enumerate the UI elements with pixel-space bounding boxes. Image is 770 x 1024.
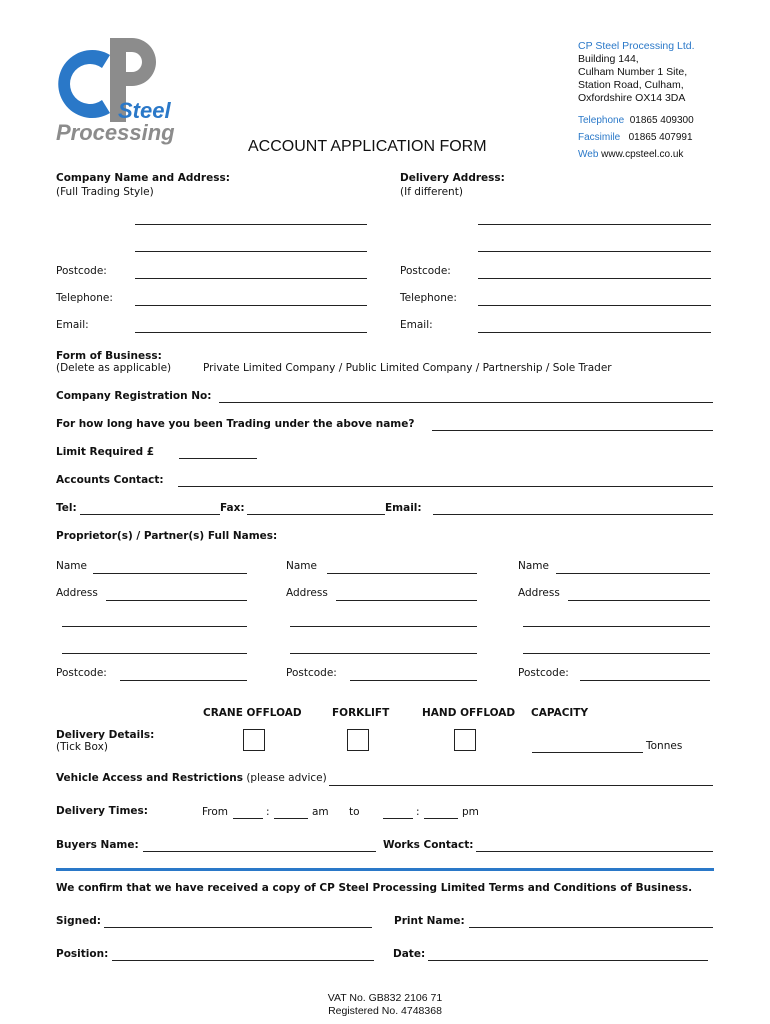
to-colon: : [416,806,420,818]
proprietors-title: Proprietor(s) / Partner(s) Full Names: [56,530,278,542]
position-input[interactable] [112,948,374,961]
blue-divider [56,868,714,871]
proprietor-3-postcode-label: Postcode: [518,667,569,679]
accounts-contact-label: Accounts Contact: [56,474,164,486]
web-address[interactable]: www.cpsteel.co.uk [601,149,684,160]
proprietor-3-address-input[interactable] [568,588,710,601]
to-hour-input[interactable] [383,806,413,819]
company-address-1: Building 144, [578,53,639,65]
trading-duration-label: For how long have you been Trading under the above name? [56,418,415,430]
company-postcode-label: Postcode: [56,265,107,277]
telephone-label: Telephone [578,115,625,126]
forklift-label: FORKLIFT [332,707,390,719]
proprietor-1-address-line-3[interactable] [62,641,247,654]
company-address-2: Culham Number 1 Site, [578,66,688,78]
company-telephone-input[interactable] [135,293,367,306]
crane-offload-label: CRANE OFFLOAD [203,707,302,719]
company-email-input[interactable] [135,320,367,333]
proprietor-3-address-line-3[interactable] [523,641,710,654]
delivery-postcode-label: Postcode: [400,265,451,277]
company-address-line-1[interactable] [135,212,367,225]
terms-confirmation: We confirm that we have received a copy of CP Steel Processing Limited Terms and Conditions of Business. [56,882,693,894]
business-form-title: Form of Business: [56,350,162,362]
delivery-telephone-label: Telephone: [400,292,457,304]
proprietor-3-name-label: Name [518,560,549,572]
footer [0,992,770,1018]
capacity-input[interactable] [532,740,643,753]
registered-number: Registered No. 4748368 [328,1005,442,1017]
delivery-email-input[interactable] [478,320,711,333]
date-input[interactable] [428,948,708,961]
delivery-email-label: Email: [400,319,433,331]
proprietor-1-address-input[interactable] [106,588,247,601]
to-label: to [349,806,360,818]
delivery-details-title: Delivery Details: [56,729,155,741]
signed-input[interactable] [104,915,372,928]
business-form-options[interactable]: Private Limited Company / Public Limited Company / Partnership / Sole Trader [203,362,612,374]
company-address-subtitle: (Full Trading Style) [56,186,154,198]
email-input[interactable] [433,502,713,515]
delivery-address-line-2[interactable] [478,239,711,252]
proprietor-2-name-label: Name [286,560,317,572]
company-address-3: Station Road, Culham, [578,79,684,91]
logo-steel-text: Steel [118,98,171,123]
proprietor-2-postcode-input[interactable] [350,668,477,681]
tel-label: Tel: [56,502,77,514]
proprietor-1-address-label: Address [56,587,98,599]
pm-label: pm [462,806,479,818]
proprietor-2-address-line-3[interactable] [290,641,477,654]
from-label: From [202,806,229,818]
vat-number: VAT No. GB832 2106 71 [327,992,443,1004]
vehicle-access-note: (please advice) [246,772,327,784]
signed-label: Signed: [56,915,101,927]
tonnes-label: Tonnes [646,740,683,752]
works-contact-label: Works Contact: [383,839,474,851]
proprietor-2-name-input[interactable] [327,561,477,574]
web-label: Web [578,149,599,160]
date-label: Date: [393,948,426,960]
registration-label: Company Registration No: [56,390,212,402]
proprietor-2-postcode-label: Postcode: [286,667,337,679]
delivery-address-line-1[interactable] [478,212,711,225]
proprietor-3-postcode-input[interactable] [580,668,710,681]
proprietor-3-name-input[interactable] [556,561,710,574]
company-address-title: Company Name and Address: [56,172,230,184]
delivery-address-subtitle: (If different) [400,186,463,198]
proprietor-1-postcode-input[interactable] [120,668,247,681]
delivery-times-label: Delivery Times: [56,805,148,817]
company-telephone-label: Telephone: [56,292,113,304]
company-info [578,40,695,161]
telephone-number: 01865 409300 [629,115,694,126]
proprietor-3-address-line-2[interactable] [523,614,710,627]
to-minute-input[interactable] [424,806,458,819]
form-title: ACCOUNT APPLICATION FORM [248,138,487,155]
business-form-subtitle: (Delete as applicable) [56,362,172,374]
proprietor-1-name-input[interactable] [93,561,247,574]
from-hour-input[interactable] [233,806,263,819]
delivery-postcode-input[interactable] [478,266,711,279]
hand-offload-label: HAND OFFLOAD [422,707,516,719]
from-minute-input[interactable] [274,806,308,819]
company-email-label: Email: [56,319,89,331]
vehicle-access-input[interactable] [329,773,713,786]
from-colon: : [266,806,270,818]
works-contact-input[interactable] [476,839,713,852]
proprietor-2-address-label: Address [286,587,328,599]
vehicle-access-label: Vehicle Access and Restrictions [56,772,243,784]
facsimile-label: Facsimile [578,132,621,143]
proprietor-1-postcode-label: Postcode: [56,667,107,679]
hand-offload-checkbox[interactable] [454,729,476,751]
position-label: Position: [56,948,109,960]
delivery-telephone-input[interactable] [478,293,711,306]
fax-input[interactable] [247,502,385,515]
company-address-4: Oxfordshire OX14 3DA [578,92,686,104]
delivery-details-subtitle: (Tick Box) [56,741,108,753]
proprietor-2-address-line-2[interactable] [290,614,477,627]
company-name: CP Steel Processing Ltd. [578,40,695,52]
buyers-name-label: Buyers Name: [56,839,139,851]
registration-input[interactable] [219,390,713,403]
trading-duration-input[interactable] [432,418,713,431]
email-label: Email: [385,502,422,514]
company-address-line-2[interactable] [135,239,367,252]
print-name-input[interactable] [469,915,713,928]
limit-label: Limit Required £ [56,446,155,458]
tel-input[interactable] [80,502,220,515]
accounts-contact-input[interactable] [178,474,713,487]
delivery-address-title: Delivery Address: [400,172,505,184]
proprietor-1-name-label: Name [56,560,87,572]
logo-processing-text: Processing [56,120,175,145]
am-label: am [312,806,329,818]
facsimile-number: 01865 407991 [628,132,693,143]
company-postcode-input[interactable] [135,266,367,279]
forklift-checkbox[interactable] [347,729,369,751]
proprietor-2-address-input[interactable] [336,588,477,601]
limit-input[interactable] [179,446,257,459]
crane-offload-checkbox[interactable] [243,729,265,751]
proprietor-3-address-label: Address [518,587,560,599]
capacity-label: CAPACITY [531,707,589,719]
fax-label: Fax: [220,502,245,514]
print-name-label: Print Name: [394,915,465,927]
proprietor-1-address-line-2[interactable] [62,614,247,627]
buyers-name-input[interactable] [143,839,376,852]
